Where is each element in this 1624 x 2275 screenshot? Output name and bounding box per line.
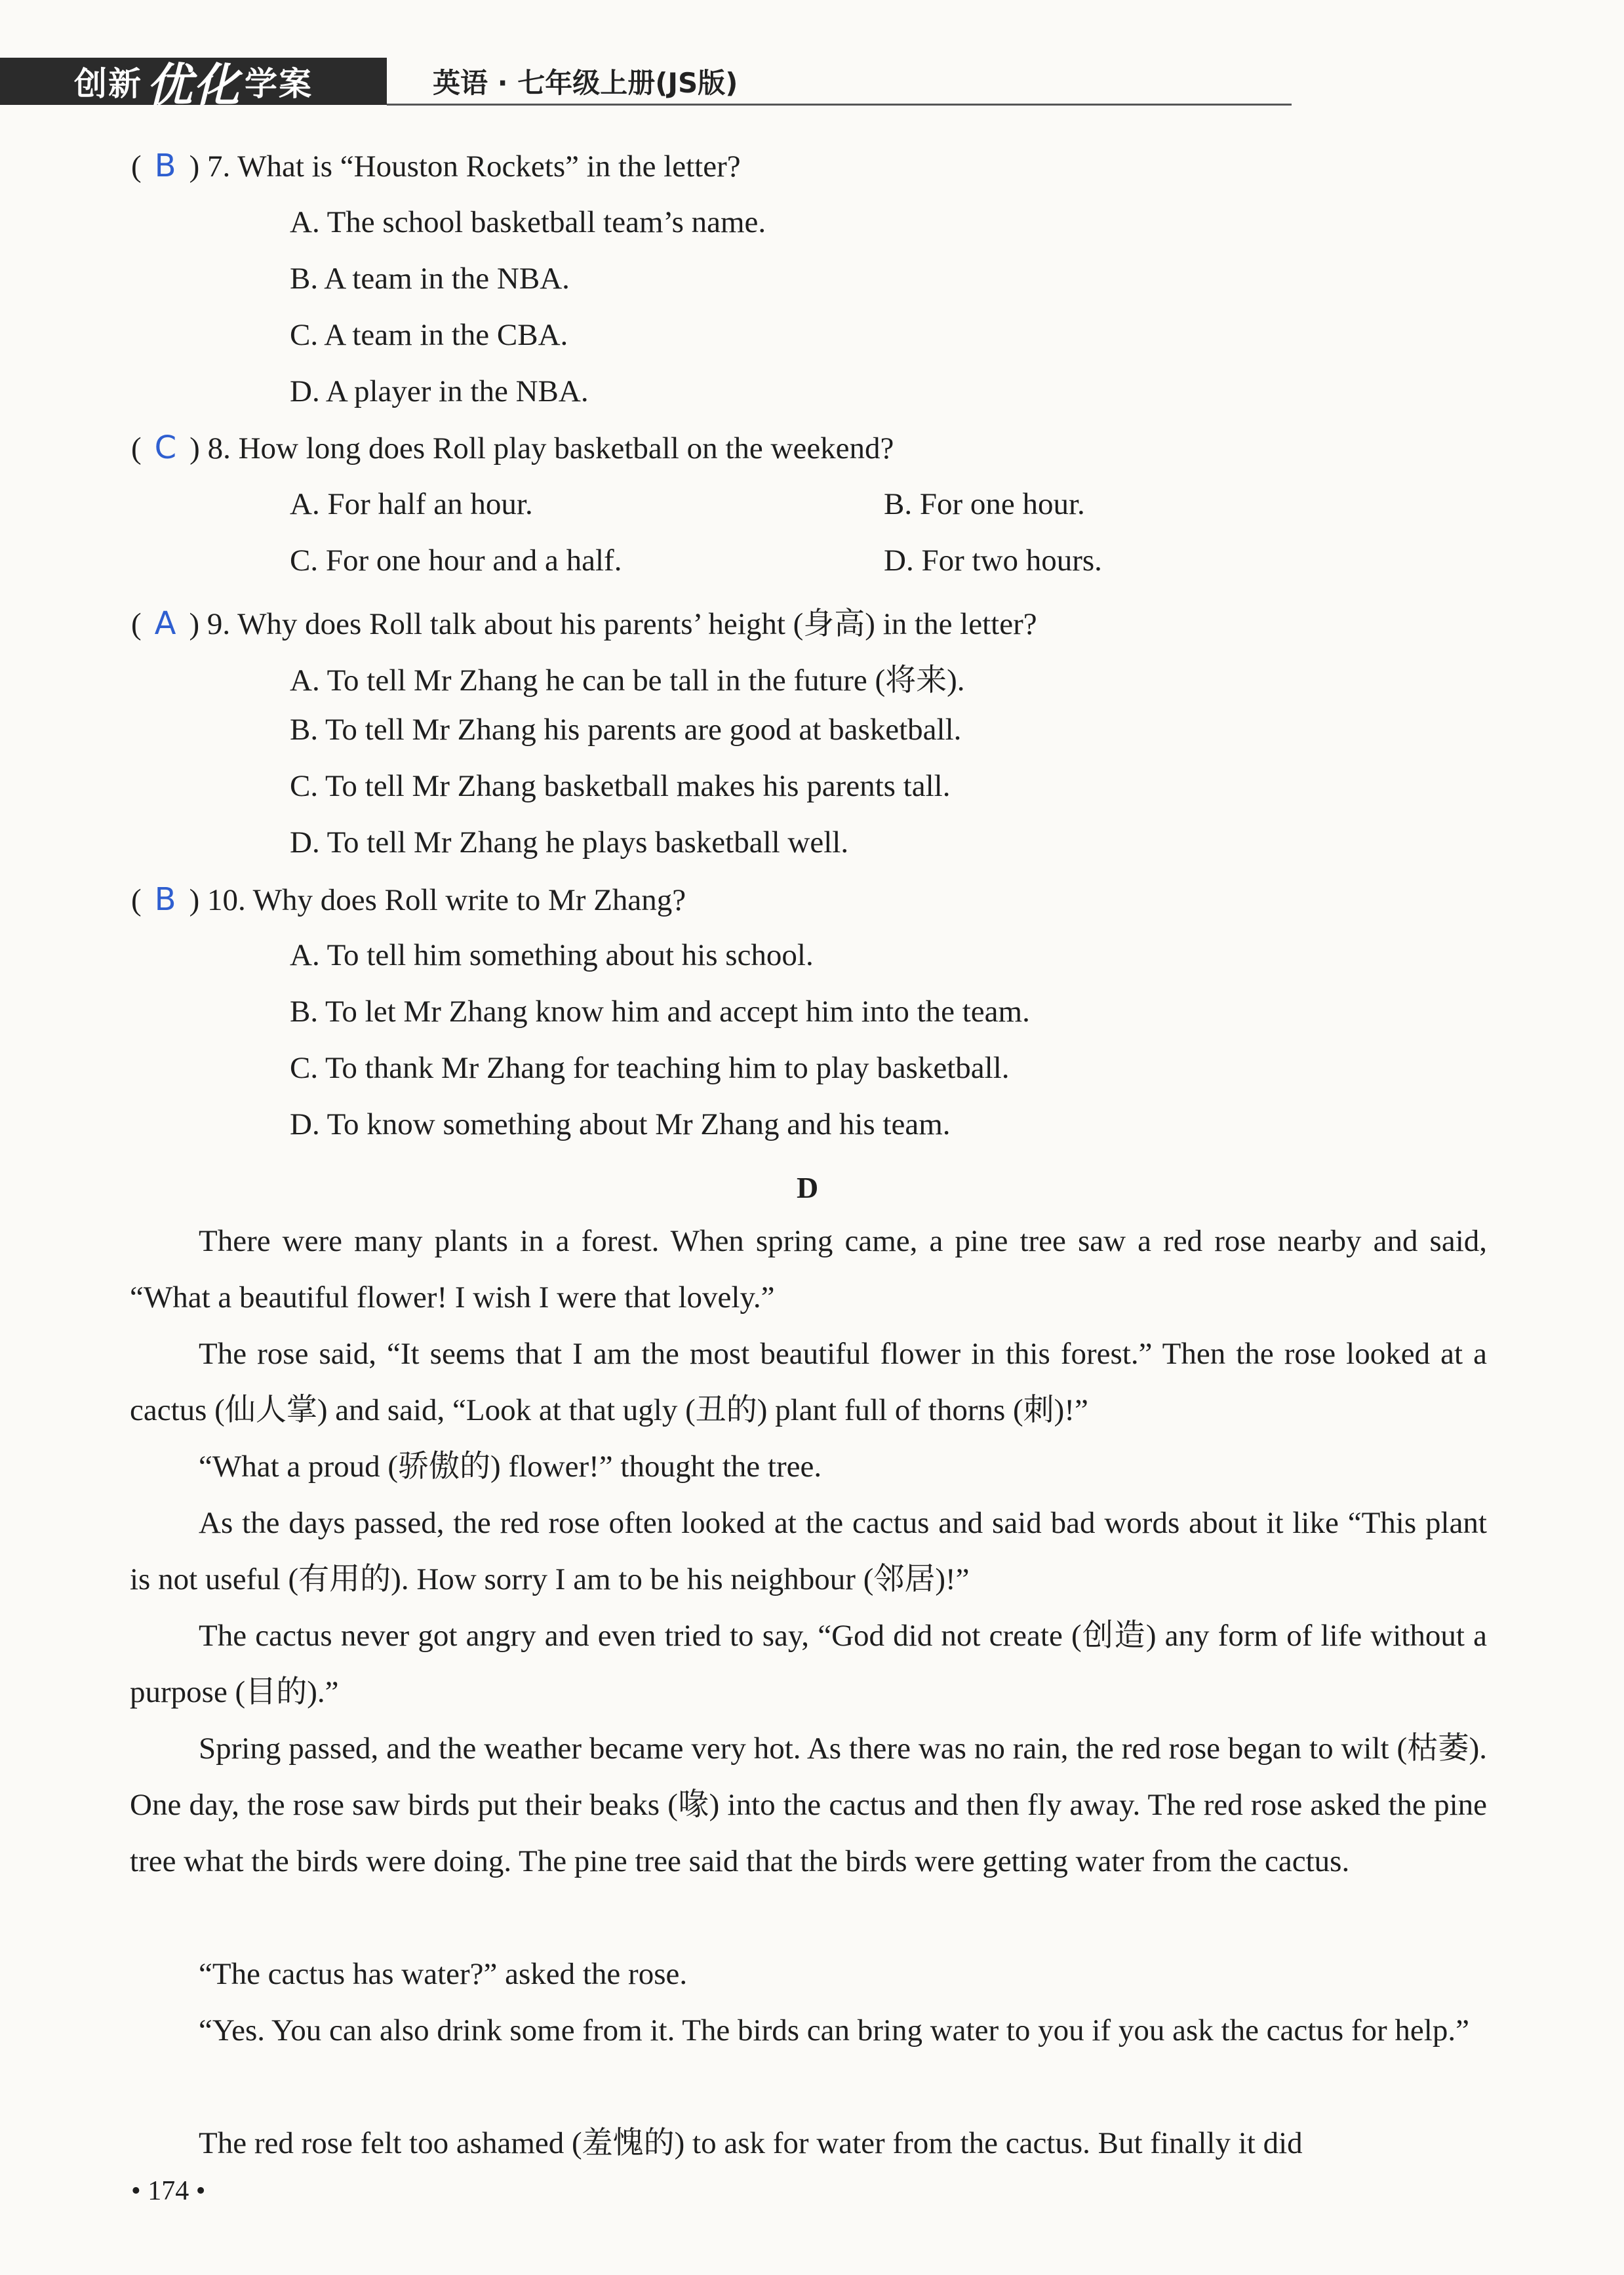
question-9 (131, 599, 1037, 643)
option-9b: B. To tell Mr Zhang his parents are good at basketball. (290, 713, 962, 747)
passage-paragraph-4: As the days passed, the red rose often looked at the cactus and said bad words about it like “This plant is not useful (有用的). How sorry I am to be his neighbour (邻居)!” (130, 1506, 1487, 1596)
answer-8: C (154, 429, 177, 466)
page-number: • 174 • (131, 2176, 206, 2206)
passage-paragraph-1: There were many plants in a forest. When spring came, a pine tree saw a red rose nearby and said, “What a beautiful flower! I wish I were that lovely.” (130, 1224, 1487, 1315)
answer-paren: ( B ) (131, 881, 200, 918)
question-10 (131, 881, 686, 918)
option-9d: D. To tell Mr Zhang he plays basketball well. (290, 825, 849, 860)
passage-paragraph-6: Spring passed, and the weather became very hot. As there was no rain, the red rose began to wilt (枯萎). One day, the rose saw birds put their beaks (喙) into the cactus and then fly away. The red rose asked the pine tree what the birds were doing. The pine tree said that the birds were getting water from the cactus. (130, 1731, 1487, 1878)
question-number: 7. (207, 149, 231, 184)
question-stem: Why does Roll talk about his parents’ height (身高) in the letter? (237, 607, 1037, 641)
option-10d: D. To know something about Mr Zhang and his team. (290, 1107, 951, 1141)
answer-paren: ( C ) (131, 429, 200, 466)
question-7 (131, 148, 741, 184)
brand-logo-text: 优化 (146, 58, 241, 112)
question-number: 9. (207, 607, 231, 641)
option-8b: B. For one hour. (884, 487, 1085, 521)
passage-paragraph-9: The red rose felt too ashamed (羞愧的) to ask for water from the cactus. But finally it did (199, 2126, 1303, 2160)
subject-title: 英语 · 七年级上册(JS版) (433, 67, 738, 99)
question-stem: What is “Houston Rockets” in the letter? (237, 149, 741, 184)
passage-paragraph-8: “Yes. You can also drink some from it. The birds can bring water to you if you ask the cactus for help.” (199, 2013, 1469, 2047)
option-9c: C. To tell Mr Zhang basketball makes his parents tall. (290, 769, 951, 803)
option-8a: A. For half an hour. (290, 487, 533, 521)
question-number: 8. (207, 431, 231, 465)
question-8 (131, 429, 894, 466)
passage-paragraph-2: The rose said, “It seems that I am the most beautiful flower in this forest.” Then the rose looked at a cactus (仙人掌) and said, “Look at that ugly (丑的) plant full of thorns (刺)!” (130, 1337, 1487, 1427)
option-8c: C. For one hour and a half. (290, 544, 622, 578)
option-7a: A. The school basketball team’s name. (290, 205, 766, 239)
section-heading: D (797, 1171, 819, 1204)
brand-part1: 创新 (74, 65, 142, 103)
answer-7: B (154, 148, 176, 184)
question-number: 10. (207, 883, 246, 917)
question-stem: How long does Roll play basketball on the weekend? (238, 431, 894, 465)
option-10b: B. To let Mr Zhang know him and accept him into the team. (290, 995, 1030, 1029)
option-9a: A. To tell Mr Zhang he can be tall in the future (将来). (290, 663, 965, 698)
passage-paragraph-3: “What a proud (骄傲的) flower!” thought the tree. (199, 1450, 822, 1484)
brand-part2: 学案 (245, 65, 313, 103)
answer-paren: ( B ) (131, 148, 200, 184)
passage-paragraph-7: “The cactus has water?” asked the rose. (199, 1957, 688, 1991)
question-stem: Why does Roll write to Mr Zhang? (252, 883, 686, 917)
option-10c: C. To thank Mr Zhang for teaching him to play basketball. (290, 1051, 1010, 1085)
book-brand (0, 58, 387, 112)
option-7c: C. A team in the CBA. (290, 318, 568, 352)
passage-paragraph-5: The cactus never got angry and even tried to say, “God did not create (创造) any form of life without a purpose (目的).” (130, 1619, 1487, 1709)
option-10a: A. To tell him something about his school. (290, 938, 814, 972)
option-8d: D. For two hours. (884, 544, 1102, 578)
option-7d: D. A player in the NBA. (290, 374, 589, 408)
answer-10: B (154, 881, 176, 918)
answer-paren: ( A ) (131, 605, 200, 642)
option-7b: B. A team in the NBA. (290, 262, 570, 296)
header-divider (387, 104, 1292, 106)
answer-9: A (154, 605, 176, 642)
